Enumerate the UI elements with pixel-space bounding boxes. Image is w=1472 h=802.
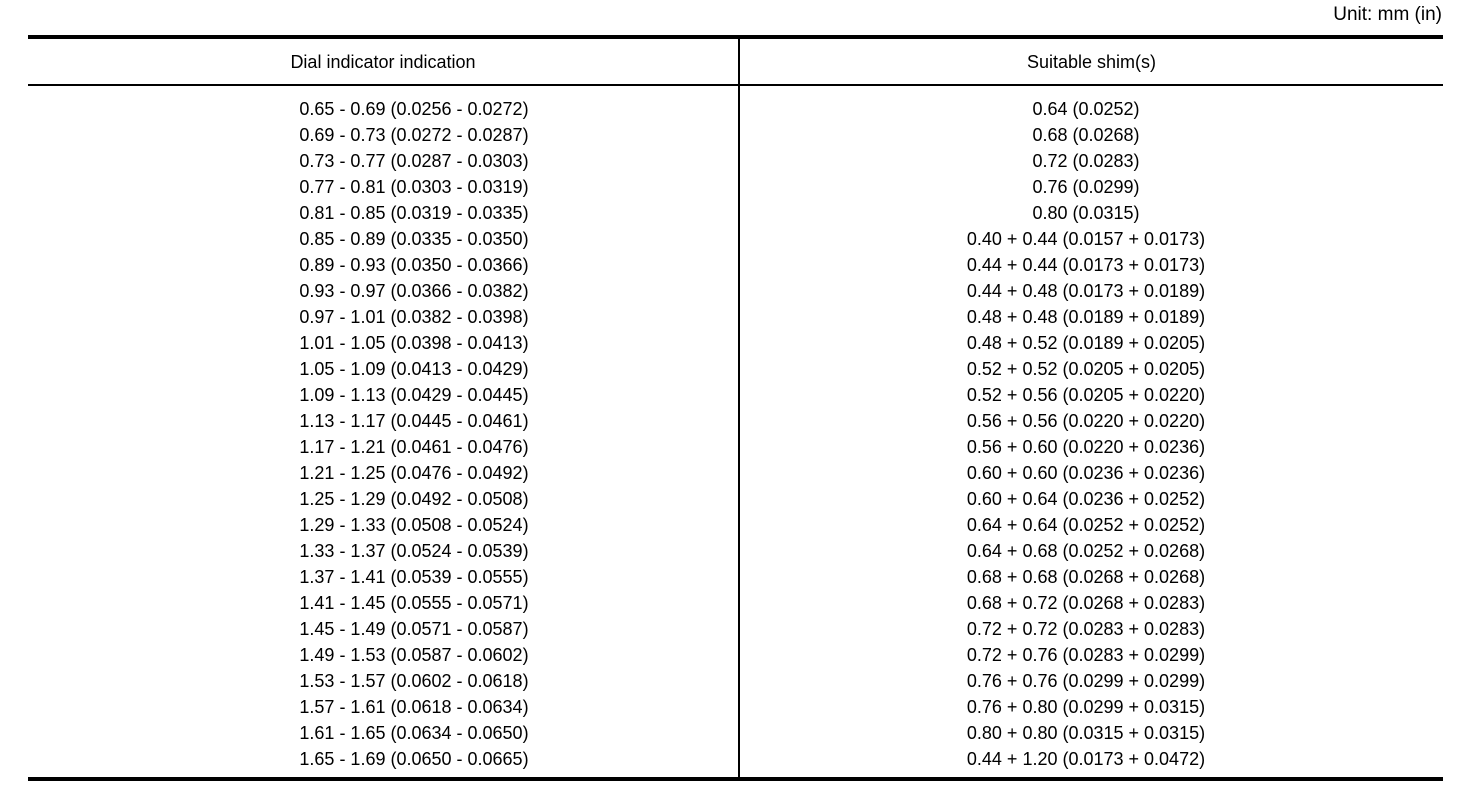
- suitable-shim-cell: 0.80 + 0.80 (0.0315 + 0.0315): [966, 723, 1206, 743]
- table-row: [0, 538, 1472, 564]
- dial-indication-cell: 1.49 - 1.53 (0.0587 - 0.0602): [299, 645, 529, 665]
- suitable-shim-cell: 0.48 + 0.52 (0.0189 + 0.0205): [966, 333, 1206, 353]
- table-row: [0, 590, 1472, 616]
- table-row: [0, 408, 1472, 434]
- suitable-shim-cell: 0.72 (0.0283): [1032, 151, 1140, 171]
- table-row: [0, 512, 1472, 538]
- dial-indication-cell: 0.89 - 0.93 (0.0350 - 0.0366): [299, 255, 529, 275]
- table-row: [0, 122, 1472, 148]
- dial-indication-cell: 1.21 - 1.25 (0.0476 - 0.0492): [299, 463, 529, 483]
- dial-indication-cell: 1.53 - 1.57 (0.0602 - 0.0618): [299, 671, 529, 691]
- suitable-shim-cell: 0.44 + 1.20 (0.0173 + 0.0472): [966, 749, 1206, 769]
- suitable-shim-cell: 0.64 + 0.68 (0.0252 + 0.0268): [966, 541, 1206, 561]
- suitable-shim-cell: 0.68 + 0.72 (0.0268 + 0.0283): [966, 593, 1206, 613]
- table-row: [0, 226, 1472, 252]
- table-row: [0, 278, 1472, 304]
- suitable-shim-cell: 0.52 + 0.56 (0.0205 + 0.0220): [966, 385, 1206, 405]
- suitable-shim-cell: 0.72 + 0.76 (0.0283 + 0.0299): [966, 645, 1206, 665]
- dial-indication-cell: 0.77 - 0.81 (0.0303 - 0.0319): [299, 177, 529, 197]
- dial-indication-cell: 1.09 - 1.13 (0.0429 - 0.0445): [299, 385, 529, 405]
- table-row: [0, 382, 1472, 408]
- column-header-dial-indicator: Dial indicator indication: [290, 52, 476, 72]
- suitable-shim-cell: 0.56 + 0.56 (0.0220 + 0.0220): [966, 411, 1206, 431]
- suitable-shim-cell: 0.60 + 0.60 (0.0236 + 0.0236): [966, 463, 1206, 483]
- dial-indication-cell: 1.13 - 1.17 (0.0445 - 0.0461): [299, 411, 529, 431]
- suitable-shim-cell: 0.64 + 0.64 (0.0252 + 0.0252): [966, 515, 1206, 535]
- table-bottom-rule: [28, 777, 1443, 781]
- suitable-shim-cell: 0.52 + 0.52 (0.0205 + 0.0205): [966, 359, 1206, 379]
- suitable-shim-cell: 0.72 + 0.72 (0.0283 + 0.0283): [966, 619, 1206, 639]
- table-row: [0, 96, 1472, 122]
- dial-indication-cell: 1.61 - 1.65 (0.0634 - 0.0650): [299, 723, 529, 743]
- dial-indication-cell: 1.29 - 1.33 (0.0508 - 0.0524): [299, 515, 529, 535]
- dial-indication-cell: 1.65 - 1.69 (0.0650 - 0.0665): [299, 749, 529, 769]
- suitable-shim-cell: 0.68 (0.0268): [1032, 125, 1140, 145]
- dial-indication-cell: 0.85 - 0.89 (0.0335 - 0.0350): [299, 229, 529, 249]
- dial-indication-cell: 1.57 - 1.61 (0.0618 - 0.0634): [299, 697, 529, 717]
- table-row: [0, 694, 1472, 720]
- header-rule: [28, 84, 1443, 86]
- table-row: [0, 746, 1472, 772]
- table-row: [0, 642, 1472, 668]
- dial-indication-cell: 1.41 - 1.45 (0.0555 - 0.0571): [299, 593, 529, 613]
- dial-indication-cell: 0.65 - 0.69 (0.0256 - 0.0272): [299, 99, 529, 119]
- table-row: [0, 564, 1472, 590]
- table-row: [0, 200, 1472, 226]
- table-row: [0, 304, 1472, 330]
- dial-indication-cell: 1.05 - 1.09 (0.0413 - 0.0429): [299, 359, 529, 379]
- table-row: [0, 720, 1472, 746]
- dial-indication-cell: 1.25 - 1.29 (0.0492 - 0.0508): [299, 489, 529, 509]
- dial-indication-cell: 0.73 - 0.77 (0.0287 - 0.0303): [299, 151, 529, 171]
- suitable-shim-cell: 0.40 + 0.44 (0.0157 + 0.0173): [966, 229, 1206, 249]
- suitable-shim-cell: 0.56 + 0.60 (0.0220 + 0.0236): [966, 437, 1206, 457]
- unit-label: Unit: mm (in): [1333, 4, 1442, 25]
- suitable-shim-cell: 0.76 + 0.76 (0.0299 + 0.0299): [966, 671, 1206, 691]
- dial-indication-cell: 0.93 - 0.97 (0.0366 - 0.0382): [299, 281, 529, 301]
- column-header-suitable-shims: Suitable shim(s): [1026, 52, 1157, 72]
- dial-indication-cell: 1.17 - 1.21 (0.0461 - 0.0476): [299, 437, 529, 457]
- dial-indication-cell: 0.69 - 0.73 (0.0272 - 0.0287): [299, 125, 529, 145]
- suitable-shim-cell: 0.80 (0.0315): [1032, 203, 1140, 223]
- dial-indication-cell: 1.01 - 1.05 (0.0398 - 0.0413): [299, 333, 529, 353]
- table-row: [0, 148, 1472, 174]
- table-row: [0, 486, 1472, 512]
- table-row: [0, 356, 1472, 382]
- table-row: [0, 330, 1472, 356]
- dial-indication-cell: 1.37 - 1.41 (0.0539 - 0.0555): [299, 567, 529, 587]
- dial-indication-cell: 0.97 - 1.01 (0.0382 - 0.0398): [299, 307, 529, 327]
- suitable-shim-cell: 0.48 + 0.48 (0.0189 + 0.0189): [966, 307, 1206, 327]
- table-row: [0, 668, 1472, 694]
- dial-indication-cell: 1.33 - 1.37 (0.0524 - 0.0539): [299, 541, 529, 561]
- table-row: [0, 252, 1472, 278]
- suitable-shim-cell: 0.76 + 0.80 (0.0299 + 0.0315): [966, 697, 1206, 717]
- table-row: [0, 174, 1472, 200]
- suitable-shim-cell: 0.64 (0.0252): [1032, 99, 1140, 119]
- dial-indication-cell: 1.45 - 1.49 (0.0571 - 0.0587): [299, 619, 529, 639]
- suitable-shim-cell: 0.76 (0.0299): [1032, 177, 1140, 197]
- suitable-shim-cell: 0.44 + 0.44 (0.0173 + 0.0173): [966, 255, 1206, 275]
- table-row: [0, 460, 1472, 486]
- table-row: [0, 616, 1472, 642]
- suitable-shim-cell: 0.68 + 0.68 (0.0268 + 0.0268): [966, 567, 1206, 587]
- suitable-shim-cell: 0.44 + 0.48 (0.0173 + 0.0189): [966, 281, 1206, 301]
- suitable-shim-cell: 0.60 + 0.64 (0.0236 + 0.0252): [966, 489, 1206, 509]
- table-top-rule: [28, 35, 1443, 39]
- dial-indication-cell: 0.81 - 0.85 (0.0319 - 0.0335): [299, 203, 529, 223]
- table-row: [0, 434, 1472, 460]
